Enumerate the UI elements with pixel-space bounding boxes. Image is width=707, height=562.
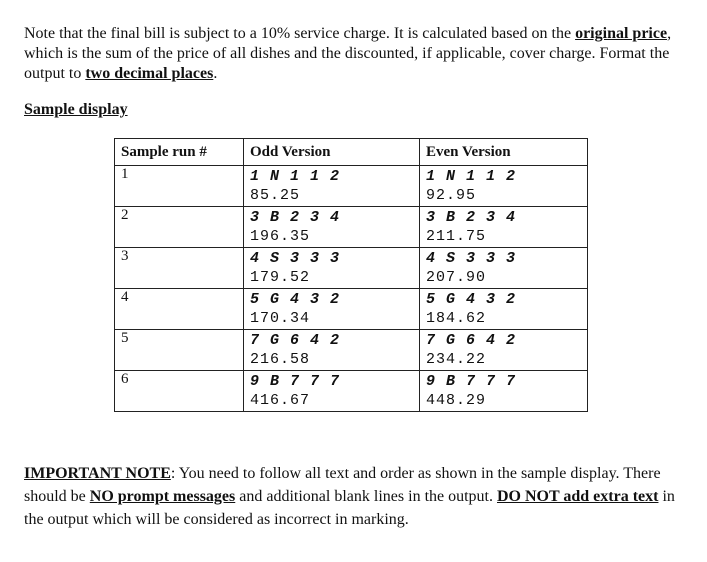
decimal-places-emphasis: two decimal places	[85, 65, 214, 82]
even-cell	[420, 248, 588, 289]
table-row	[115, 371, 588, 412]
even-cell	[420, 207, 588, 248]
even-cell	[420, 330, 588, 371]
important-note-paragraph	[24, 462, 684, 531]
note-text-3: in the output which will be considered as incorrect in marking.	[24, 488, 675, 528]
even-output: 448.29	[426, 392, 487, 409]
odd-input: 7 G 6 4 2	[250, 332, 341, 349]
even-output: 234.22	[426, 351, 487, 368]
even-output: 184.62	[426, 310, 487, 327]
important-note-label: IMPORTANT NOTE	[24, 465, 171, 482]
table-row	[115, 166, 588, 207]
run-number: 3	[115, 248, 244, 289]
odd-input: 9 B 7 7 7	[250, 373, 341, 390]
header-sample-run: Sample run #	[115, 139, 244, 166]
run-number: 2	[115, 207, 244, 248]
odd-output: 196.35	[250, 228, 311, 245]
odd-cell	[244, 166, 420, 207]
odd-output: 179.52	[250, 269, 311, 286]
table-row	[115, 289, 588, 330]
odd-output: 85.25	[250, 187, 301, 204]
even-output: 207.90	[426, 269, 487, 286]
odd-cell	[244, 289, 420, 330]
even-input: 1 N 1 1 2	[426, 168, 517, 185]
intro-text-3: .	[213, 65, 218, 82]
table-row	[115, 330, 588, 371]
intro-text-2: , which is the sum of the price of all dishes and the discounted, if applicable, cover charge. Format the output to	[24, 25, 672, 82]
run-number: 5	[115, 330, 244, 371]
odd-output: 216.58	[250, 351, 311, 368]
odd-output: 416.67	[250, 392, 311, 409]
header-odd-version: Odd Version	[244, 139, 420, 166]
even-cell	[420, 166, 588, 207]
odd-cell	[244, 371, 420, 412]
even-input: 7 G 6 4 2	[426, 332, 517, 349]
odd-input: 5 G 4 3 2	[250, 291, 341, 308]
original-price-emphasis: original price	[575, 25, 668, 42]
odd-input: 3 B 2 3 4	[250, 209, 341, 226]
even-cell	[420, 371, 588, 412]
table-header-row	[115, 139, 588, 166]
header-even-version: Even Version	[420, 139, 588, 166]
even-input: 9 B 7 7 7	[426, 373, 517, 390]
even-input: 5 G 4 3 2	[426, 291, 517, 308]
intro-paragraph	[24, 24, 684, 84]
intro-text-1: Note that the final bill is subject to a 10% service charge. It is calculated based on the	[24, 25, 576, 42]
sample-display-heading: Sample display	[24, 101, 128, 118]
even-input: 4 S 3 3 3	[426, 250, 517, 267]
note-text-1: : You need to follow all text and order as shown in the sample display. There should be	[24, 465, 661, 505]
even-output: 211.75	[426, 228, 487, 245]
odd-cell	[244, 248, 420, 289]
odd-cell	[244, 330, 420, 371]
even-output: 92.95	[426, 187, 477, 204]
no-extra-text-emphasis: DO NOT add extra text	[497, 488, 659, 505]
sample-table	[114, 138, 588, 412]
no-prompt-emphasis: NO prompt messages	[89, 488, 236, 505]
run-number: 4	[115, 289, 244, 330]
note-text-2: and additional blank lines in the output.	[235, 488, 497, 505]
even-input: 3 B 2 3 4	[426, 209, 517, 226]
odd-cell	[244, 207, 420, 248]
table-row	[115, 248, 588, 289]
odd-input: 1 N 1 1 2	[250, 168, 341, 185]
table-row	[115, 207, 588, 248]
even-cell	[420, 289, 588, 330]
run-number: 6	[115, 371, 244, 412]
odd-output: 170.34	[250, 310, 311, 327]
run-number: 1	[115, 166, 244, 207]
odd-input: 4 S 3 3 3	[250, 250, 341, 267]
